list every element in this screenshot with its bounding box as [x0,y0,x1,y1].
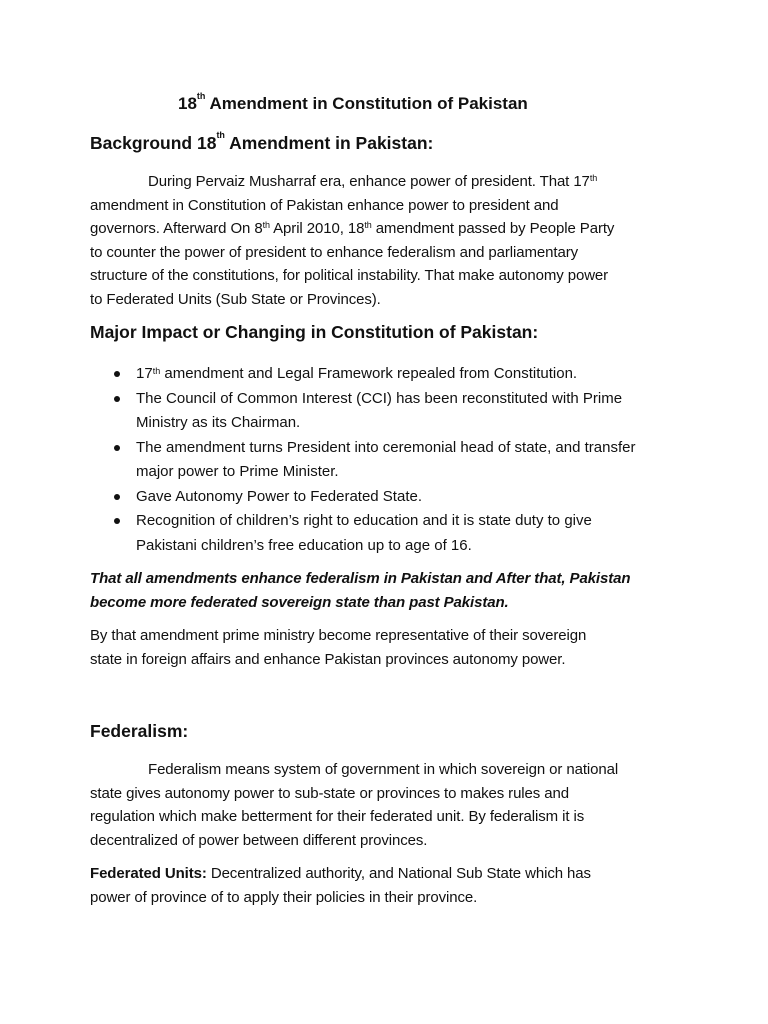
federated-units-label: Federated Units: [90,865,207,882]
conclusion-paragraph: That all amendments enhance federalism in Pakistan and After that, Pakistan become more federated sovereign state than past Pakistan. [90,570,631,611]
impact-list [114,362,694,558]
bullet-icon [114,518,120,524]
federalism-paragraph: Federalism means system of government in which sovereign or national state gives autonomy power to sub-state or provinces to makes rules and regulation which make betterment for their federated unit. By federalism it is decentralized of power between different provinces. [90,761,619,849]
federated-units-paragraph: Federated Units: Decentralized authority, and National Sub State which has power of province of to apply their policies in their province. [90,865,591,906]
page-title: 18th Amendment in Constitution of Pakistan [178,91,528,113]
list-item: Gave Autonomy Power to Federated State. [114,485,694,510]
list-item: Recognition of children’s right to education and it is state duty to give Pakistani children’s free education up to age of 16. [114,509,694,558]
bullet-icon [114,396,120,402]
impact-heading: Major Impact or Changing in Constitution of Pakistan: [90,322,539,342]
bullet-icon [114,445,120,451]
bullet-icon [114,494,120,500]
background-heading: Background 18th Amendment in Pakistan: [90,130,434,153]
background-paragraph: During Pervaiz Musharraf era, enhance power of president. That 17th amendment in Constitution of Pakistan enhance power to president and governors. Afterward On 8th April 2010, 18th amendment passed by People Party to counter the power of president to enhance federalism and parliamentary structure of the constitutions, for political instability. That make autonomy power to Federated Units (Sub State or Provinces). [90,173,615,308]
ministry-paragraph: By that amendment prime ministry become representative of their sovereign state in foreign affairs and enhance Pakistan provinces autonomy power. [90,627,587,668]
list-item: The Council of Common Interest (CCI) has been reconstituted with Prime Ministry as its Chairman. [114,387,694,436]
list-item: The amendment turns President into ceremonial head of state, and transfer major power to Prime Minister. [114,436,694,485]
federalism-heading: Federalism: [90,721,189,741]
bullet-icon [114,371,120,377]
list-item: 17th amendment and Legal Framework repealed from Constitution. [114,362,694,387]
